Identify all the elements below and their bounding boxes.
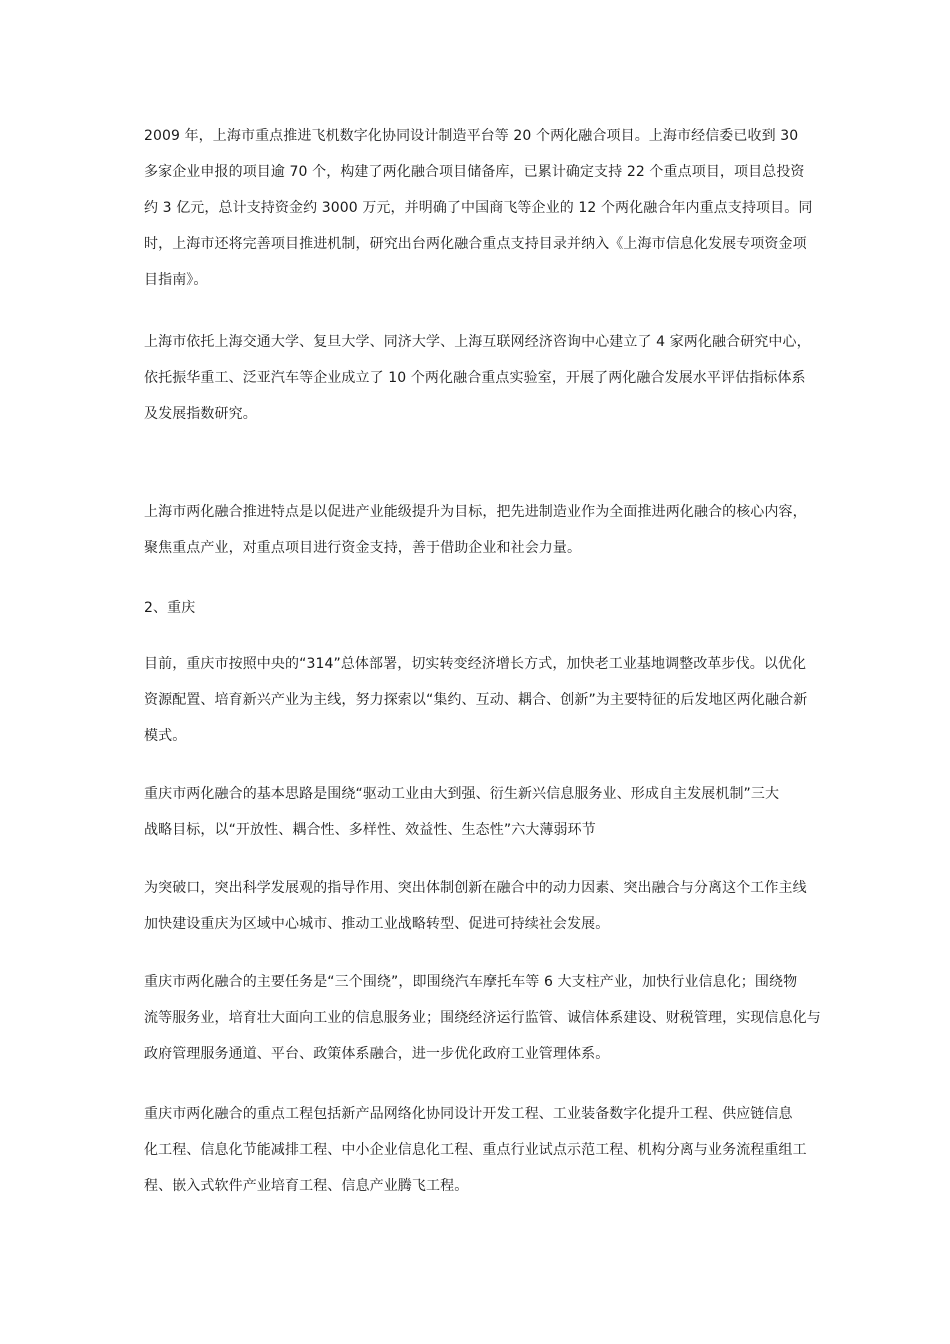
text-line: 聚焦重点产业，对重点项目进行资金支持，善于借助企业和社会力量。 bbox=[144, 540, 582, 556]
text-line: 重庆市两化融合的重点工程包括新产品网络化协同设计开发工程、工业装备数字化提升工程、供应链信息 bbox=[144, 1106, 793, 1122]
paragraph-chongqing-key-projects bbox=[144, 1096, 824, 1204]
text-line: 目指南》。 bbox=[144, 272, 208, 288]
text-line: 加快建设重庆为区域中心城市、推动工业战略转型、促进可持续社会发展。 bbox=[144, 916, 610, 932]
section-heading-chongqing bbox=[144, 590, 824, 626]
text-line: 目前，重庆市按照中央的“314”总体部署，切实转变经济增长方式，加快老工业基地调整改革步伐。以优化 bbox=[144, 656, 807, 672]
text-line: 流等服务业，培育壮大面向工业的信息服务业；围绕经济运行监管、诚信体系建设、财税管理，实现信息化与 bbox=[144, 1010, 821, 1026]
text-line: 上海市依托上海交通大学、复旦大学、同济大学、上海互联网经济咨询中心建立了 4 家两化融合研究中心， bbox=[144, 334, 811, 350]
paragraph-shanghai-projects bbox=[144, 118, 824, 298]
text-line: 重庆市两化融合的基本思路是围绕“驱动工业由大到强、衍生新兴信息服务业、形成自主发展机制”三大 bbox=[144, 786, 780, 802]
paragraph-chongqing-basic-approach bbox=[144, 776, 824, 848]
text-line: 多家企业申报的项目逾 70 个，构建了两化融合项目储备库，已累计确定支持 22 个重点项目，项目总投资 bbox=[144, 164, 805, 180]
paragraph-chongqing-breakthrough bbox=[144, 870, 824, 942]
text-line: 程、嵌入式软件产业培育工程、信息产业腾飞工程。 bbox=[144, 1178, 469, 1194]
text-line: 时，上海市还将完善项目推进机制，研究出台两化融合重点支持目录并纳入《上海市信息化发展专项资金项 bbox=[144, 236, 807, 252]
text-line: 为突破口，突出科学发展观的指导作用、突出体制创新在融合中的动力因素、突出融合与分离这个工作主线 bbox=[144, 880, 807, 896]
text-line: 2009 年，上海市重点推进飞机数字化协同设计制造平台等 20 个两化融合项目。上海市经信委已收到 30 bbox=[144, 128, 799, 144]
text-line: 战略目标，以“开放性、耦合性、多样性、效益性、生态性”六大薄弱环节 bbox=[144, 822, 596, 838]
text-line: 政府管理服务通道、平台、政策体系融合，进一步优化政府工业管理体系。 bbox=[144, 1046, 610, 1062]
text-line: 约 3 亿元，总计支持资金约 3000 万元，并明确了中国商飞等企业的 12 个两化融合年内重点支持项目。同 bbox=[144, 200, 813, 216]
paragraph-chongqing-current bbox=[144, 646, 824, 754]
text-line: 化工程、信息化节能减排工程、中小企业信息化工程、重点行业试点示范工程、机构分离与业务流程重组工 bbox=[144, 1142, 807, 1158]
text-line: 及发展指数研究。 bbox=[144, 406, 257, 422]
paragraph-chongqing-main-tasks bbox=[144, 964, 824, 1072]
text-line: 模式。 bbox=[144, 728, 187, 744]
text-line: 上海市两化融合推进特点是以促进产业能级提升为目标，把先进制造业作为全面推进两化融合的核心内容， bbox=[144, 504, 807, 520]
text-line: 资源配置、培育新兴产业为主线，努力探索以“集约、互动、耦合、创新”为主要特征的后发地区两化融合新 bbox=[144, 692, 808, 708]
text-line: 依托振华重工、泛亚汽车等企业成立了 10 个两化融合重点实验室，开展了两化融合发展水平评估指标体系 bbox=[144, 370, 806, 386]
paragraph-shanghai-characteristics bbox=[144, 494, 824, 566]
section-heading-text: 2、重庆 bbox=[144, 600, 196, 616]
text-line: 重庆市两化融合的主要任务是“三个围绕”，即围绕汽车摩托车等 6 大支柱产业，加快行业信息化；围绕物 bbox=[144, 974, 798, 990]
paragraph-shanghai-research-centers bbox=[144, 324, 824, 432]
